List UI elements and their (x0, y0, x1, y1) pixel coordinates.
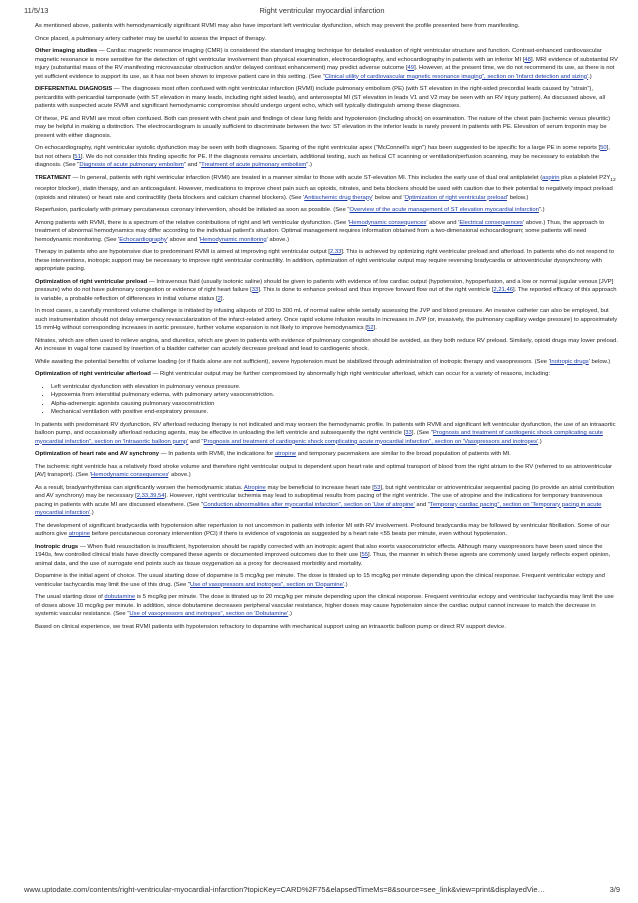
reference-link[interactable]: 50 (600, 145, 607, 151)
paragraph: In patients with predominant RV dysfunction, RV afterload reducing therapy is not indicated and may worsen the hemodynamic profile. In patients with RVMI and significant left ventricular dysfunction, the use of an intraaortic balloon pump, and occasionally afterload reducing agents, may be effective in unloading the left ventricle and subsequently the right ventricle [33]. (See "Prognosis and treatment of cardiogenic shock complicating acute myocardial infarction", section on 'Intraaortic balloon pump' and "Prognosis and treatment of cardiogenic shock complicating acute myocardial infarction", section on 'Vasopressors and inotropes'.) (35, 421, 616, 445)
topic-link[interactable]: Use of vasopressors and inotropes", section on 'Dopamine' (190, 581, 344, 588)
section-link[interactable]: Inotropic drugs (549, 358, 589, 365)
page-url: www.uptodate.com/contents/right-ventricular-myocardial-infarction?topicKey=CARD%2F75&elapsedTimeMs=8&source=see_link&view=print&displayedVie… (24, 885, 546, 894)
reference-link[interactable]: 33 (251, 287, 259, 294)
paragraph: On echocardiography, right ventricular systolic dysfunction may be seen with both diagnoses. Sparing of the right ventricular apex ("McConnell's sign") has been suggested to be specific for a large PE in some reports [50], but not others [51]. We do not consider this finding specific for PE. If the diagnosis remains uncertain, additional testing, such as helical CT scanning or ventilation/perfusion scanning, may be necessary to establish the diagnosis. (See "Diagnosis of acute pulmonary embolism" and "Treatment of acute pulmonary embolism".) (35, 145, 610, 168)
section-heading: DIFFERENTIAL DIAGNOSIS (35, 86, 113, 92)
paragraph: While awaiting the potential benefits of volume loading (or if fluids alone are not sufficient), severe hypotension must be stabilized through administration of inotropic therapy and vasopressors. (See 'Inotropic drugs' below.) (35, 358, 611, 365)
paragraph: Based on clinical experience, we treat RVMI patients with hypotension refractory to dopamine with mechanical support using an intraaortic balloon pump or direct RV support device. (35, 623, 506, 630)
drug-link-atropine[interactable]: atropine (274, 451, 297, 458)
paragraph: The development of significant bradycardia with hypotension after reperfusion is not uncommon in patients with inferior MI with RV involvement. Profound bradycardia may be followed by ventricular fibrillation. Some of our authors give atropine before percutaneous coronary intervention (PCI) if there is evidence of vagotonia as suggested by a heart rate <55 beats per minute, even without hypotension. (35, 522, 610, 538)
document-title: Right ventricular myocardial infarction (259, 6, 385, 15)
section-link[interactable]: Optimization of right ventricular preload (404, 194, 507, 201)
paragraph: The ischemic right ventricle has a relatively fixed stroke volume and therefore right ventricular output is dependent upon heart rate and optimal transport of blood from the right atrium to the RV (referred to as atrioventricular [AV] transport). (See 'Hemodynamic consequences' above.) (35, 463, 613, 479)
print-date: 11/5/13 (24, 6, 49, 15)
paragraph-preload: Optimization of right ventricular preload — Intravenous fluid (usually isotonic saline) should be given to patients with evidence of low cardiac output (hypotension, hypoperfusion, and a low or normal jugular venous [JVP] pressure) who do not have pulmonary congestion or evidence of right heart failure [33]. This is done to enhance preload and thus improve forward flow out of the right ventricle [2,21,46]. The reported efficacy of this approach is variable, a probable reflection of differences in initial volume status [2]. (35, 278, 617, 302)
list-item: • Hypoxemia from interstitial pulmonary edema, with pulmonary artery vasoconstriction. (51, 391, 618, 400)
drug-link-atropine[interactable]: atropine (68, 531, 91, 538)
reference-link[interactable]: 2,21,46 (493, 287, 513, 294)
reference-link[interactable]: 48 (524, 56, 531, 63)
section-heading: Optimization of heart rate and AV synchrony (35, 451, 160, 458)
topic-link[interactable]: Clinical utility of cardiovascular magnetic resonance imaging", section on 'Infarct detection and sizing' (324, 73, 589, 80)
reference-link[interactable]: 33 (405, 430, 412, 437)
paragraph: Therapy in patients who are hypotensive due to predominant RVMI is aimed at improving right ventricular output [2,33]. This is achieved by optimizing right ventricular preload and afterload. In patients who do not respond to these interventions, inotropic support may be necessary to improve right ventricular contractility. In addition, optimization of right ventricular output may require reversing bradycardia or atrioventricular dyssynchrony with appropriate pacing. (35, 249, 615, 273)
section-link[interactable]: Hemodynamic consequences (91, 472, 169, 479)
list-item: • Alpha-adrenergic agonists causing pulmonary vasoconstriction (51, 400, 618, 409)
topic-link[interactable]: Treatment of acute pulmonary embolism (201, 162, 307, 168)
topic-link[interactable]: Prognosis and treatment of cardiogenic shock complicating acute myocardial infarction", section on 'Vasopressors and inotropes' (203, 438, 539, 445)
reference-link[interactable]: 53 (373, 484, 381, 491)
section-link[interactable]: Echocardiography (119, 236, 167, 243)
topic-link[interactable]: Use of vasopressors and inotropes", section on 'Dobutamine' (129, 611, 289, 618)
section-heading: Inotropic drugs (35, 543, 79, 550)
section-link[interactable]: Hemodynamic monitoring (199, 236, 267, 243)
paragraph: The usual starting dose of dobutamine is 5 mcg/kg per minute. The dose is titrated up to 20 mcg/kg per minute depending upon the clinical response. Frequent ventricular ectopy and ventricular tachycardia may limit the use of doses above 10 mcg/kg per minute. In addition, since dobutamine decreases peripheral vascular resistance, higher doses may cause hypotension since the cardiac output cannot increase to match the decrease in systemic vascular resistance. (See "Use of vasopressors and inotropes", section on 'Dobutamine'.) (35, 594, 614, 618)
drug-link-atropine[interactable]: Atropine (243, 484, 266, 491)
topic-link[interactable]: Prognosis and treatment of cardiogenic shock complicating acute myocardial infarction", section on 'Intraaortic balloon pump' (35, 430, 603, 445)
reference-link[interactable]: 2,33 (329, 249, 342, 256)
paragraph-heart-rate: Optimization of heart rate and AV synchrony — In patients with RVMI, the indications for atropine and temporary pacemakers are similar to the broad population of patients with MI. (35, 451, 511, 458)
paragraph-other-imaging: Other imaging studies — Cardiac magnetic resonance imaging (CMR) is considered the standard imaging technique for detailed evaluation of right ventricular structure and function. Contrast-enhanced cardiovascular magnetic resonance is more sensitive for the detection of right ventricular involvement than physical examination, electrocardiography, and echocardiography in patients with an inferior MI [48]. MRI evidence of substantial RV injury (substantial mass of the RV manifesting microvascular obstruction and/or delayed contrast enhancement) may predict adverse outcome [49]. However, at the present time, we do not recommend its use, as there is not yet sufficient evidence to support its use, as it has not been shown to improve patient care in this setting. (See "Clinical utility of cardiovascular magnetic resonance imaging", section on 'Infarct detection and sizing'.) (35, 48, 618, 80)
paragraph-treatment: TREATMENT — In general, patients with right ventricular infarction (RVMI) are treated in a manner similar to those with acute ST-elevation MI. This includes the early use of dual oral antiplatelet (aspirin plus a platelet $P2Y_{12}$ receptor blocker), statin therapy, and an anticoagulant. However, medications to improve chest pain such as opioids, nitrates, and beta blockers should be used with caution due to their potential to negatively impact preload (opioids and nitrates) or heart rate and contractility (beta blockers and calcium channel blockers). (See 'Antiischemic drug therapy' below and 'Optimization of right ventricular preload' below.) (35, 174, 616, 201)
paragraph: Dopamine is the initial agent of choice. The usual starting dose of dopamine is 5 mcg/kg per minute. The dose is titrated up to 15 mcg/kg per minute depending upon the clinical response. Frequent ventricular ectopy and ventricular tachycardia may limit the use of this drug. (See "Use of vasopressors and inotropes", section on 'Dopamine'.) (35, 573, 605, 588)
section-heading: Optimization of right ventricular afterload (35, 371, 151, 378)
print-footer (24, 885, 620, 897)
reference-link[interactable]: 2 (217, 295, 221, 302)
list-item: • Mechanical ventilation with positive end-expiratory pressure. (51, 408, 618, 417)
paragraph: In most cases, a carefully monitored volume challenge is initiated by infusing aliquots of 200 to 300 mL of normal saline while serially assessing the JVP and blood pressure. An invasive catheter can also be employed, but such instrumentation should not delay emergency revascularization of the infarct-related artery. Once rapid volume infusion results in increases in JVP (or, invasively, the pulmonary capillary wedge pressure) to approximately 15 mmHg without corresponding increases in aortic pressure, further volume expansion is not likely to improve hemodynamics [52]. (35, 308, 618, 332)
list-item: • Left ventricular dysfunction with elevation in pulmonary venous pressure. (51, 383, 618, 392)
paragraph-afterload: Optimization of right ventricular afterload — Right ventricular output may be further compromised by abnormally high right ventricular afterload, which can occur for a variety of reasons, including: (35, 371, 550, 378)
section-link[interactable]: Hemodynamic consequences (349, 219, 427, 226)
paragraph: Once placed, a pulmonary artery catheter may be useful to assess the impact of therapy. (35, 35, 267, 42)
afterload-causes-list (35, 383, 618, 417)
section-heading: Optimization of right ventricular preload (35, 278, 148, 285)
paragraph: Reperfusion, particularly with primary percutaneous coronary intervention, should be initiated as soon as possible. (See "Overview of the acute management of ST elevation myocardial infarction".) (35, 207, 545, 214)
topic-link[interactable]: Overview of the acute management of ST elevation myocardial infarction (349, 207, 539, 214)
reference-link[interactable]: 49 (407, 65, 415, 71)
topic-link[interactable]: Diagnosis of acute pulmonary embolism (79, 162, 184, 168)
drug-link-dobutamine[interactable]: dobutamine (104, 594, 136, 601)
print-header (24, 6, 620, 18)
page-number: 3/9 (609, 885, 620, 894)
reference-link[interactable]: 2,33,39,54 (136, 493, 165, 500)
paragraph: Nitrates, which are often used to relieve angina, and diuretics, which are given to patients with evidence of pulmonary congestion should be avoided, as they both reduce RV preload. Similarly, opioid drugs may lower preload. An increase in vagal tone caused by insertion of a bladder catheter can acutely decrease preload and lead to cardiogenic shock. (35, 337, 618, 353)
paragraph: As a result, bradyarrhythmias can significantly worsen the hemodynamic status. Atropine may be beneficial to increase heart rate [53], but right ventricular or atrioventricular sequential pacing (to provide an atrial contribution and AV synchrony) may be necessary [2,33,39,54]. However, right ventricular ischemia may lead to suboptimal results from pacing of the right ventricle. The use of atropine and the indications for temporary transvenous pacing in patients with acute MI are discussed elsewhere. (See "Conduction abnormalities after myocardial infarction", section on 'Use of atropine' and "Temporary cardiac pacing", section on 'Temporary pacing in acute myocardial infarction'.) (35, 484, 615, 517)
section-heading: TREATMENT (35, 174, 71, 181)
drug-link-aspirin[interactable]: aspirin (542, 174, 560, 181)
article-body (35, 22, 618, 881)
paragraph-inotropic-drugs: Inotropic drugs — When fluid resuscitation is insufficient, hypotension should be rapidly corrected with an inotropic agent that also exerts vasoconstrictor effects. Although many vasopressors have been used since the 1940s, few controlled clinical trials have directly compared these agents or documented improved outcomes due to their use [55]. Thus, the manner in which these agents are commonly used largely reflects expert opinion, animal data, and the use of surrogate end points such as tissue oxygenation as a proxy for decreased morbidity and mortality. (35, 543, 611, 567)
paragraph-differential-diagnosis: DIFFERENTIAL DIAGNOSIS — The diagnoses most often confused with right ventricular infarction (RVMI) include pulmonary embolism (PE) (with ST elevation in the right-sided precordial leads caused by "strain"), pericarditis with pericardial tamponade (with ST elevation in many leads, including right sided leads), and anteroseptal MI (ST elevation in leads V1 and V2 may be seen with an RV injury pattern). As discussed above, all patients with suspected acute RVMI and significant hemodynamic compromise should undergo urgent echo, which will typically distinguish among these diagnoses. (35, 86, 606, 109)
section-heading: Other imaging studies (35, 48, 98, 54)
topic-link[interactable]: Conduction abnormalities after myocardial infarction", section on 'Use of atropine' (203, 501, 415, 508)
reference-link[interactable]: 52 (367, 325, 374, 332)
section-link[interactable]: Electrical consequences (459, 219, 523, 226)
reference-link[interactable]: 55 (361, 552, 369, 559)
topic-link[interactable]: Temporary cardiac pacing", section on 'Temporary pacing in acute myocardial infarction' (35, 501, 602, 517)
paragraph: Of these, PE and RVMI are most often confused. Both can present with chest pain and findings of clear lung fields and hypotension (including shock) on examination. The nature of the chest pain (ischemic versus pleuritic) may be helpful in making a distinction. The electrocardiogram is usually sufficient to discriminate between the two: ST elevation in the inferior leads is rarely present in patients with PE. Elevation of serum troponin may be present with either diagnosis. (35, 115, 611, 139)
paragraph: Among patients with RVMI, there is a spectrum of the relative contributions of right and left ventricular dysfunction. (See 'Hemodynamic consequences' above and 'Electrical consequences' above.) Thus, the approach to treatment of abnormal hemodynamics may differ according to the individual patient's situation. Optimal management requires information obtained from a two-dimensional echocardiogram; some patients will need hemodynamic monitoring. (See 'Echocardiography' above and 'Hemodynamic monitoring' above.) (35, 219, 605, 243)
paragraph: As mentioned above, patients with hemodynamically significant RVMI may also have important left ventricular dysfunction, which may prevent the profile presented here from manifesting. (35, 23, 520, 29)
reference-link[interactable]: 51 (74, 153, 81, 160)
section-link[interactable]: Antiischemic drug therapy (304, 194, 373, 201)
